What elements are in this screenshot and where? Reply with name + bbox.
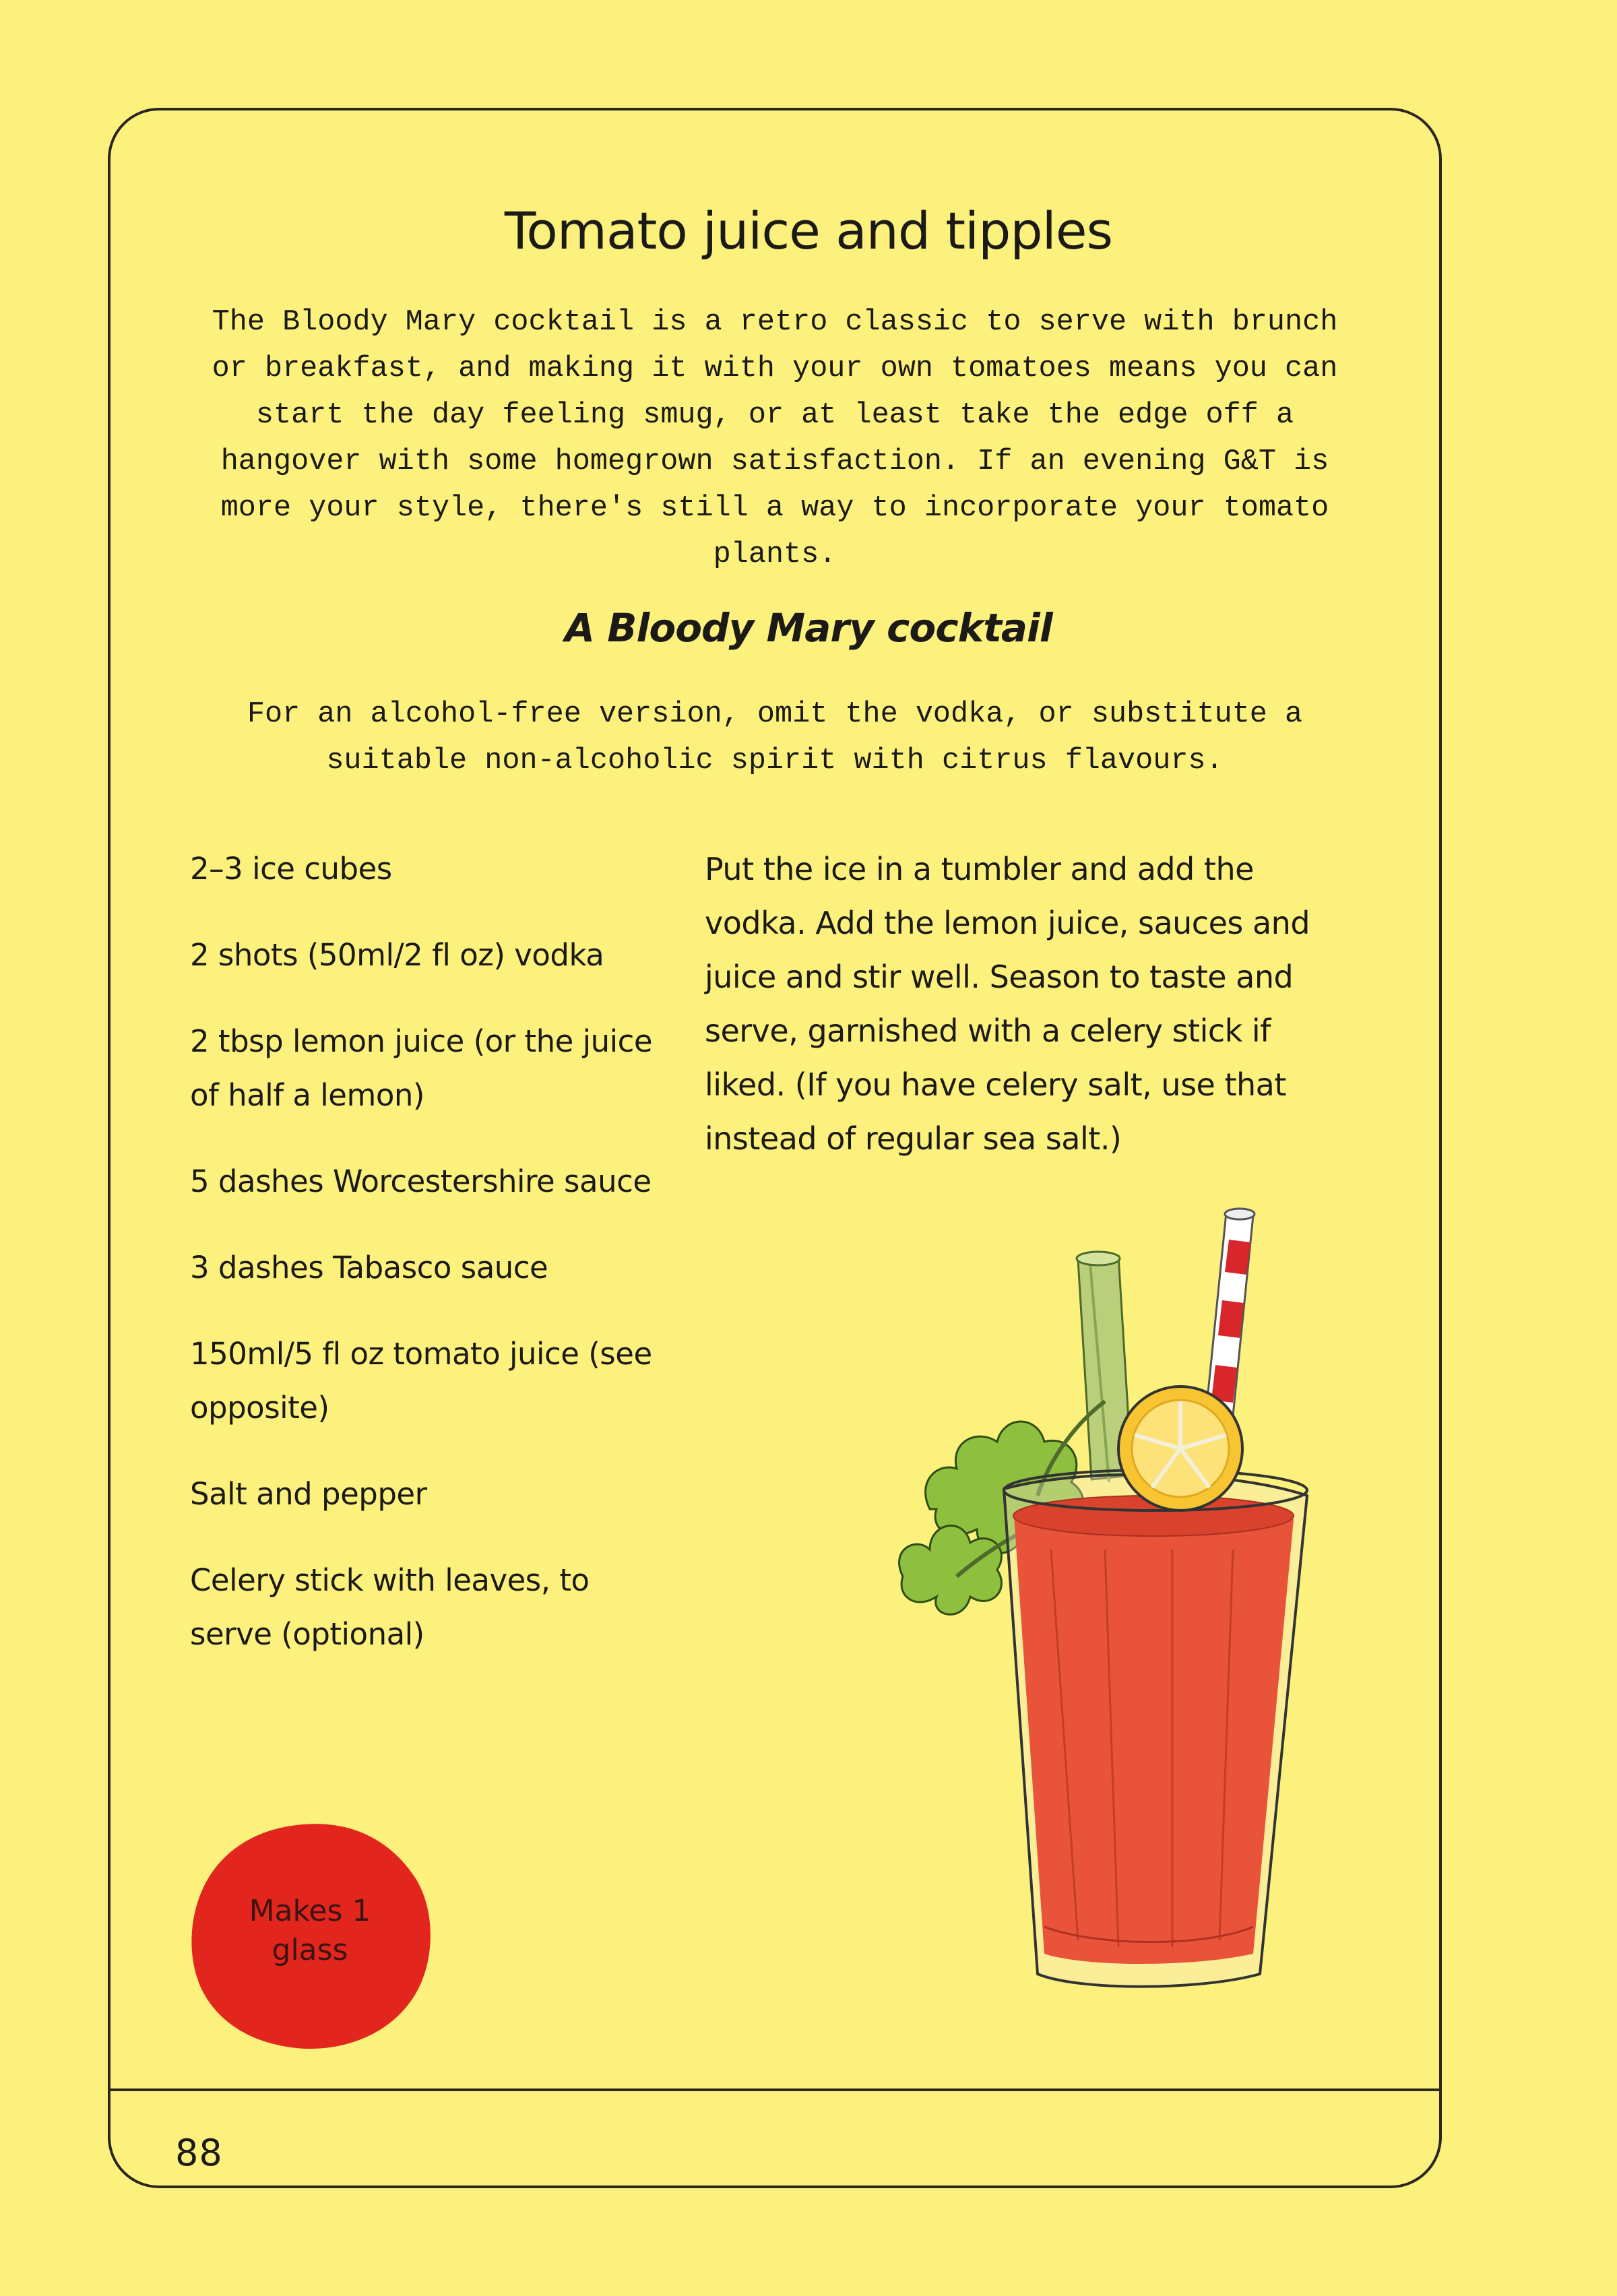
- recipe-note: For an alcohol-free version, omit the vodka, or substitute a suitable non-alcoholic spirit with citrus flavours.: [247, 698, 1303, 777]
- ingredient-item: 2 shots (50ml/2 fl oz) vodka: [190, 937, 604, 973]
- glass-icon: [1004, 1470, 1307, 1987]
- intro-paragraph: The Bloody Mary cocktail is a retro classic to serve with brunch or breakfast, and making it with your own tomatoes means you can start the day feeling smug, or at least take the edge off a hangover with some homegrown satisfaction. If an evening G&T is more your style, there's still a way to incorporate your tomato plants.: [212, 306, 1338, 571]
- page-title: Tomato juice and tipples: [504, 201, 1113, 261]
- ingredient-item: 3 dashes Tabasco sauce: [190, 1250, 548, 1285]
- ingredient-item: 2 tbsp lemon juice (or the juice of half a lemon): [190, 1023, 653, 1113]
- bloody-mary-glass-illustration-icon: [876, 1199, 1321, 2001]
- yield-badge: [189, 1819, 435, 2052]
- footer-divider: [110, 2088, 1439, 2091]
- lemon-slice-icon: [1118, 1386, 1242, 1510]
- ingredient-list: [190, 842, 662, 1694]
- ingredient-item: Salt and pepper: [190, 1476, 427, 1512]
- page-number: 88: [175, 2132, 223, 2174]
- ingredient-item: 150ml/5 fl oz tomato juice (see opposite): [190, 1336, 652, 1426]
- method-paragraph: Put the ice in a tumbler and add the vodka. Add the lemon juice, sauces and juice and stir well. Season to taste and serve, garnished with a celery stick if liked. (If you have celery salt, use that instead of regular sea salt.): [705, 851, 1310, 1157]
- ingredient-item: 2–3 ice cubes: [190, 851, 392, 887]
- ingredient-item: 5 dashes Worcestershire sauce: [190, 1163, 652, 1199]
- yield-text: Makes 1 glass: [249, 1894, 371, 1967]
- ingredient-item: Celery stick with leaves, to serve (optional): [190, 1562, 590, 1652]
- recipe-title: A Bloody Mary cocktail: [565, 605, 1052, 651]
